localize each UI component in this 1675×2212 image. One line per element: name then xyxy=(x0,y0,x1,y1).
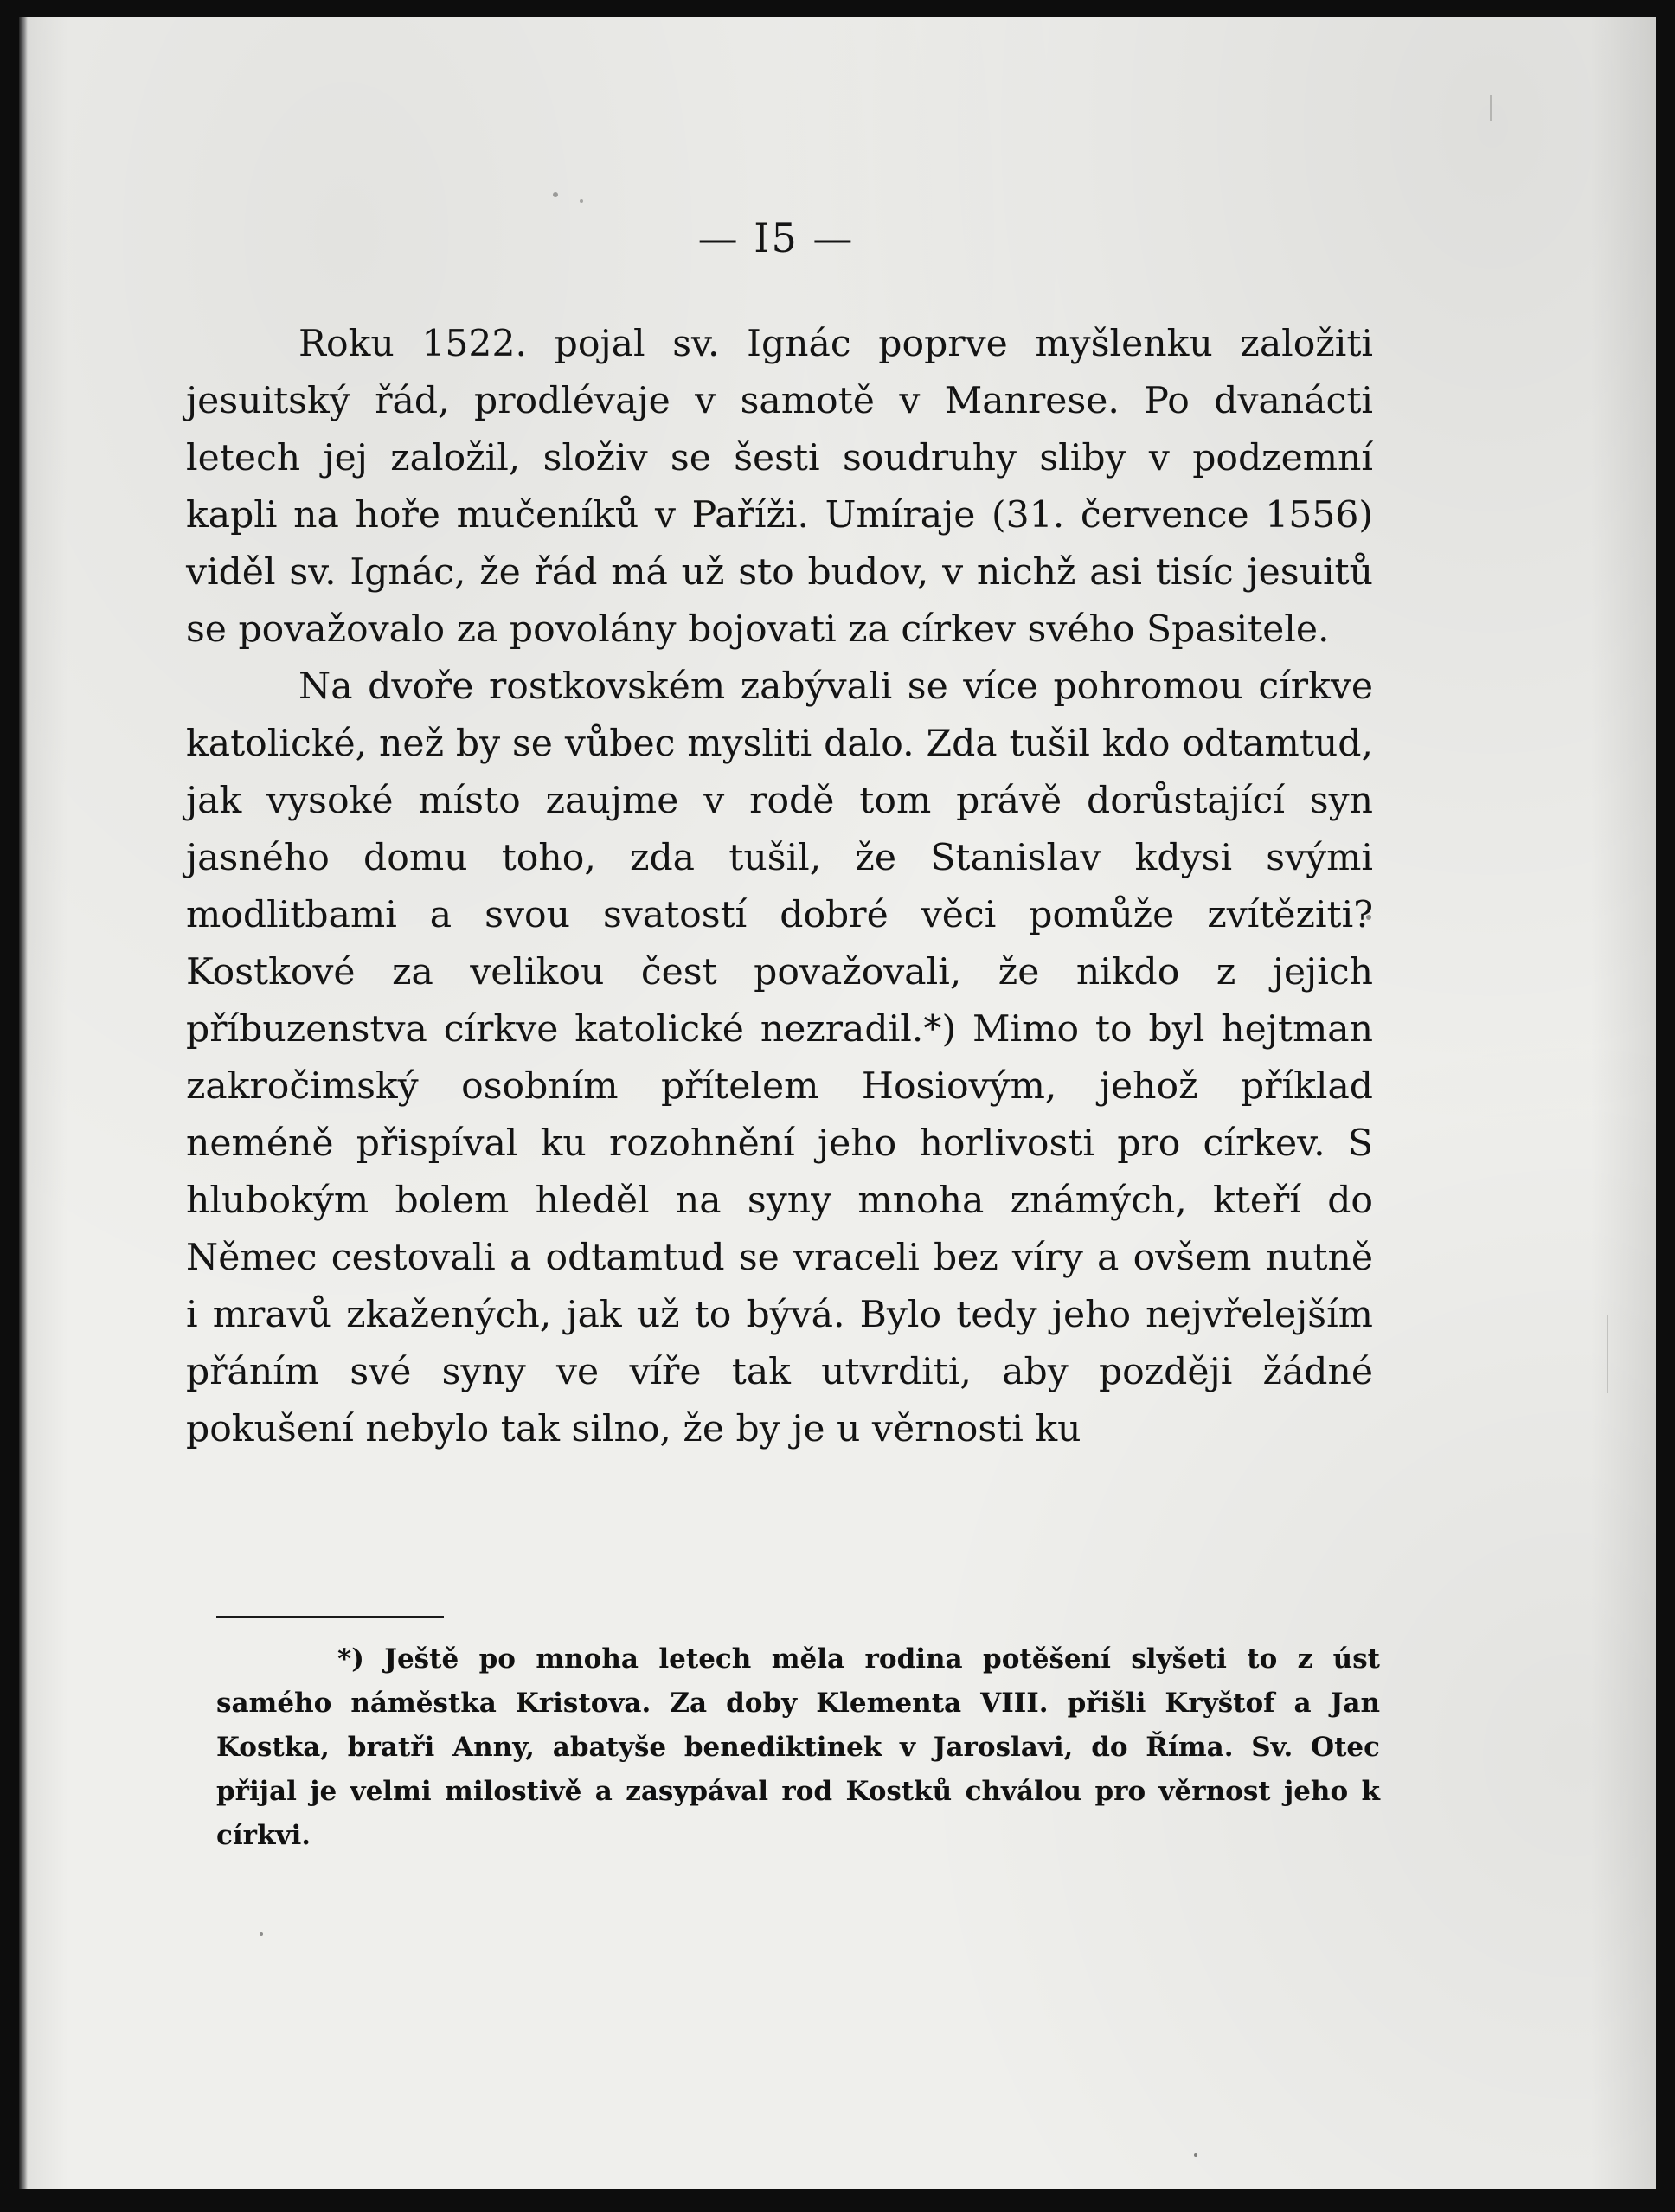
paper-speck xyxy=(580,199,583,203)
footnote xyxy=(216,1637,1380,1858)
paper-speck xyxy=(1194,2153,1197,2157)
page-sheet xyxy=(19,17,1656,2189)
paper-speck xyxy=(1490,95,1492,121)
paper-speck xyxy=(260,1932,263,1936)
page-number: — I5 — xyxy=(697,215,855,261)
paper-speck xyxy=(553,192,558,197)
footnote-divider xyxy=(216,1616,444,1618)
paragraph: Na dvoře rostkovském zabývali se více pohromou církve katolické, než by se vůbec mysliti dalo. Zda tušil kdo odtamtud, jak vysoké místo zaujme v rodě tom právě dorůstající syn jasného domu toho, zda tušil, že Stanislav kdysi svými modlitbami a svou svatostí dobré věci pomůže zvítěziti? Kostkové za velikou čest považovali, že nikdo z jejich příbuzenstva církve katolické nezradil.*) Mimo to byl hejtman zakročimský osobním přítelem Hosiovým, jehož příklad neméně přispíval ku rozohnění jeho horlivosti pro církev. S hlubokým bolem hleděl na syny mnoha známých, kteří do Němec cestovali a odtamtud se vraceli bez víry a ovšem nutně i mravů zkažených, jak už to bývá. Bylo tedy jeho nejvřelejším přáním své syny ve víře tak utvrditi, aby později žádné pokušení nebylo tak silno, že by je u věrnosti ku xyxy=(186,666,1373,1450)
footnote-text: *) Ještě po mnoha letech měla rodina potěšení slyšeti to z úst samého náměstka Kristova. Za doby Klementa VIII. přišli Kryštof a Jan Kostka, bratři Anny, abatyše benediktinek v Jaroslavi, do Říma. Sv. Otec přijal je velmi milostivě a zasypával rod Kostků chválou pro věrnost jeho k církvi. xyxy=(216,1643,1380,1851)
main-text-block xyxy=(186,316,1373,1458)
paper-speck xyxy=(1607,1315,1608,1393)
paragraph: Roku 1522. pojal sv. Ignác poprve myšlenku založiti jesuitský řád, prodlévaje v samotě v Manrese. Po dvanácti letech jej založil, složiv se šesti soudruhy sliby v podzemní kapli na hoře mučeníků v Paříži. Umíraje (31. července 1556) viděl sv. Ignác, že řád má už sto budov, v nichž asi tisíc jesuitů se považovalo za povolány bojovati za církev svého Spasitele. xyxy=(186,323,1373,651)
